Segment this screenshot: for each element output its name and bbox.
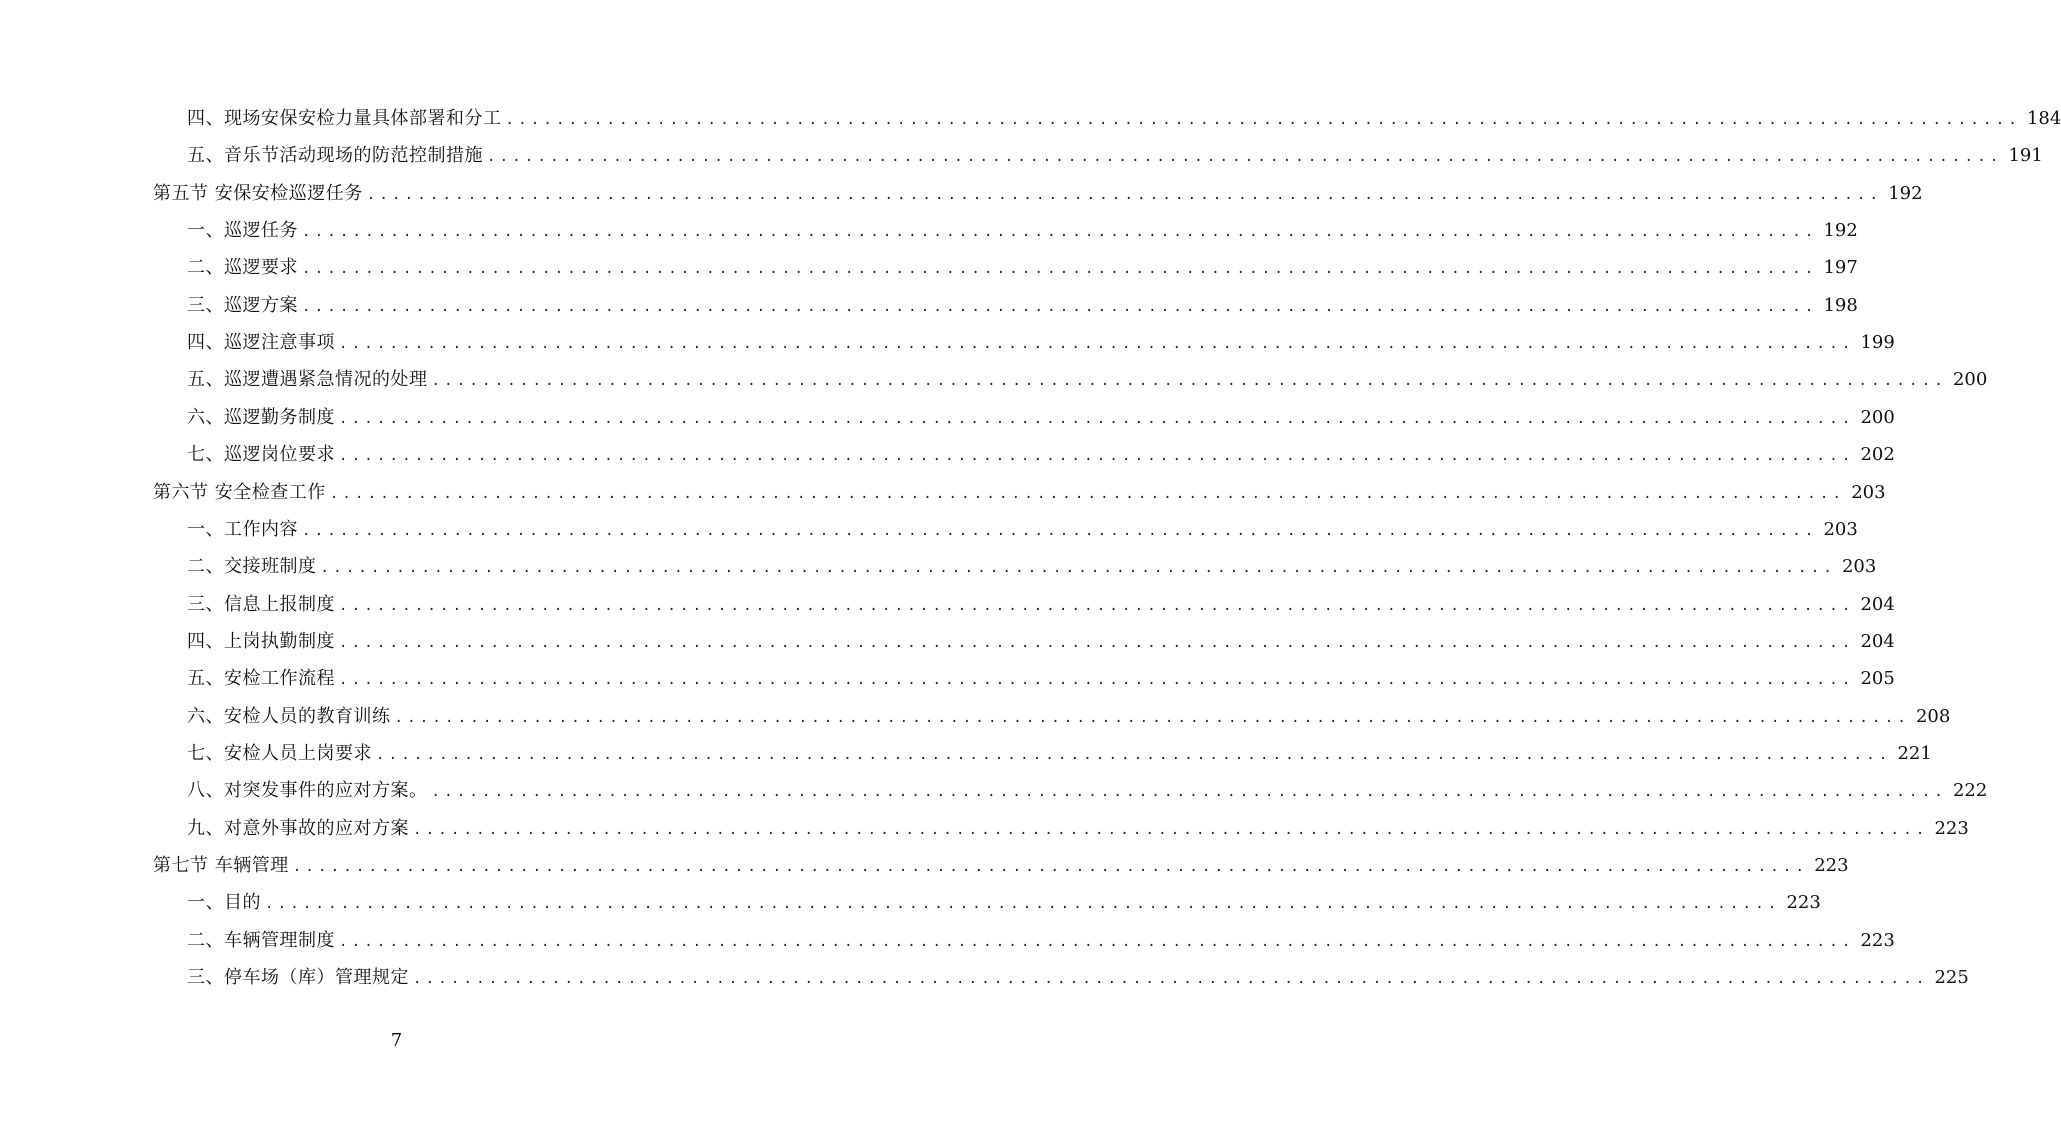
dot-leader: ........................................................................................................................ — [302, 224, 1818, 241]
toc-section-heading[interactable] — [153, 480, 1886, 506]
toc-entry-label: 五、安检工作流程 — [187, 668, 335, 690]
dot-leader: ........................................................................................................................ — [413, 971, 1929, 988]
toc-entry-page: 204 — [1860, 593, 1895, 615]
toc-entry-label: 三、停车场（库）管理规定 — [187, 967, 409, 989]
toc-entry-page: 203 — [1823, 518, 1858, 540]
toc-entry-page: 203 — [1841, 556, 1877, 578]
toc-entry-label: 三、信息上报制度 — [187, 593, 335, 615]
toc-section-heading[interactable] — [153, 181, 1923, 207]
toc-entry-label: 一、目的 — [187, 892, 261, 914]
toc-entry[interactable] — [187, 965, 1969, 991]
toc-entry[interactable] — [187, 405, 1895, 431]
dot-leader: ........................................................................................................................ — [302, 298, 1818, 315]
toc-entry[interactable] — [187, 629, 1895, 655]
toc-entry-page: 208 — [1915, 705, 1951, 727]
dot-leader: ........................................................................................................................ — [505, 112, 2021, 128]
toc-entry-page: 197 — [1823, 257, 1858, 279]
dot-leader: ........................................................................................................................ — [431, 784, 1947, 801]
dot-leader: ........................................................................................................................ — [413, 821, 1929, 838]
toc-entry-label: 六、安检人员的教育训练 — [187, 705, 391, 727]
toc-entry[interactable] — [187, 367, 1988, 393]
dot-leader: ........................................................................................................................ — [302, 522, 1818, 539]
toc-entry-label: 第七节 车辆管理 — [153, 855, 289, 876]
toc-entry-label: 三、巡逻方案 — [187, 294, 298, 316]
dot-leader: ........................................................................................................................ — [366, 186, 1883, 203]
toc-entry[interactable] — [187, 928, 1895, 954]
dot-leader: ........................................................................................................................ — [339, 933, 1855, 950]
toc-entry-page: 225 — [1934, 967, 1969, 989]
dot-leader: ........................................................................................................................ — [320, 560, 1836, 577]
toc-entry[interactable] — [187, 442, 1895, 468]
dot-leader: ........................................................................................................................ — [376, 746, 1892, 763]
toc-entry[interactable] — [187, 816, 1969, 842]
toc-entry-page: 191 — [2008, 145, 2043, 167]
toc-entry[interactable] — [187, 143, 2043, 169]
dot-leader: ........................................................................................................................ — [339, 448, 1855, 465]
dot-leader: ........................................................................................................................ — [292, 859, 1809, 875]
toc-entry-page: 199 — [1860, 332, 1895, 354]
toc-entry-label: 五、巡逻遭遇紧急情况的处理 — [187, 369, 428, 391]
toc-entry-label: 四、巡逻注意事项 — [187, 332, 335, 354]
toc-entry-label: 一、工作内容 — [187, 518, 298, 540]
toc-entry[interactable] — [187, 666, 1895, 692]
toc-entry-label: 四、上岗执勤制度 — [187, 630, 335, 652]
dot-leader: ........................................................................................................................ — [339, 597, 1855, 614]
toc-entry-label: 二、巡逻要求 — [187, 257, 298, 279]
toc-entry[interactable] — [187, 890, 1821, 916]
toc-entry-label: 五、音乐节活动现场的防范控制措施 — [187, 145, 483, 167]
toc-entry-page: 223 — [1934, 817, 1969, 839]
toc-entry-page: 203 — [1851, 481, 1886, 503]
toc-section-heading[interactable] — [153, 853, 1849, 879]
toc-entry-label: 二、车辆管理制度 — [187, 929, 335, 951]
toc-entry-label: 第六节 安全检查工作 — [153, 481, 326, 503]
dot-leader: ........................................................................................................................ — [431, 373, 1947, 390]
toc-entry-label: 二、交接班制度 — [187, 556, 317, 578]
toc-entry-label: 九、对意外事故的应对方案 — [187, 817, 409, 839]
dot-leader: ........................................................................................................................ — [265, 896, 1781, 913]
dot-leader: ........................................................................................................................ — [339, 672, 1855, 689]
toc-entry[interactable] — [187, 218, 1858, 244]
dot-leader: ........................................................................................................................ — [302, 261, 1818, 278]
toc-entry-page: 223 — [1786, 892, 1821, 914]
toc-entry-page: 223 — [1814, 855, 1849, 876]
toc-entry[interactable] — [187, 293, 1858, 319]
toc-entry-page: 221 — [1897, 742, 1932, 764]
toc-entry-label: 第五节 安保安检巡逻任务 — [153, 182, 363, 204]
toc-entry-label: 四、现场安保安检力量具体部署和分工 — [187, 108, 502, 129]
toc-entry[interactable] — [187, 554, 1877, 580]
toc-entry-page: 223 — [1860, 929, 1895, 951]
toc-entry[interactable] — [187, 778, 1988, 804]
toc-entry-page: 192 — [1823, 220, 1858, 242]
toc-entry-page: 192 — [1888, 182, 1923, 204]
dot-leader: ........................................................................................................................ — [339, 410, 1855, 427]
toc-entry-page: 222 — [1952, 780, 1988, 802]
toc-entry-label: 六、巡逻勤务制度 — [187, 406, 335, 428]
toc-entry[interactable] — [187, 106, 2061, 132]
dot-leader: ........................................................................................................................ — [339, 634, 1855, 651]
toc-entry[interactable] — [187, 741, 1932, 767]
toc-entry[interactable] — [187, 592, 1895, 618]
toc-entry-page: 198 — [1823, 294, 1858, 316]
toc-entry-page: 200 — [1860, 406, 1895, 428]
toc-entry-page: 184 — [2026, 108, 2061, 129]
toc-entry-page: 200 — [1952, 369, 1988, 391]
toc-entry-label: 七、巡逻岗位要求 — [187, 444, 335, 466]
toc-entry[interactable] — [187, 330, 1895, 356]
page-number: 7 — [390, 1030, 403, 1051]
dot-leader: ........................................................................................................................ — [394, 709, 1910, 726]
dot-leader: ........................................................................................................................ — [329, 485, 1846, 502]
toc-entry-page: 202 — [1860, 444, 1895, 466]
dot-leader: ........................................................................................................................ — [339, 336, 1855, 353]
dot-leader: ........................................................................................................................ — [487, 149, 2003, 166]
toc-entry-label: 八、对突发事件的应对方案。 — [187, 780, 428, 802]
toc-entry-label: 七、安检人员上岗要求 — [187, 742, 372, 764]
toc-entry-page: 204 — [1860, 630, 1895, 652]
toc-entry[interactable] — [187, 255, 1858, 281]
toc-entry[interactable] — [187, 517, 1858, 543]
toc-entry[interactable] — [187, 704, 1951, 730]
toc-entry-page: 205 — [1860, 668, 1895, 690]
toc-entry-label: 一、巡逻任务 — [187, 220, 298, 242]
